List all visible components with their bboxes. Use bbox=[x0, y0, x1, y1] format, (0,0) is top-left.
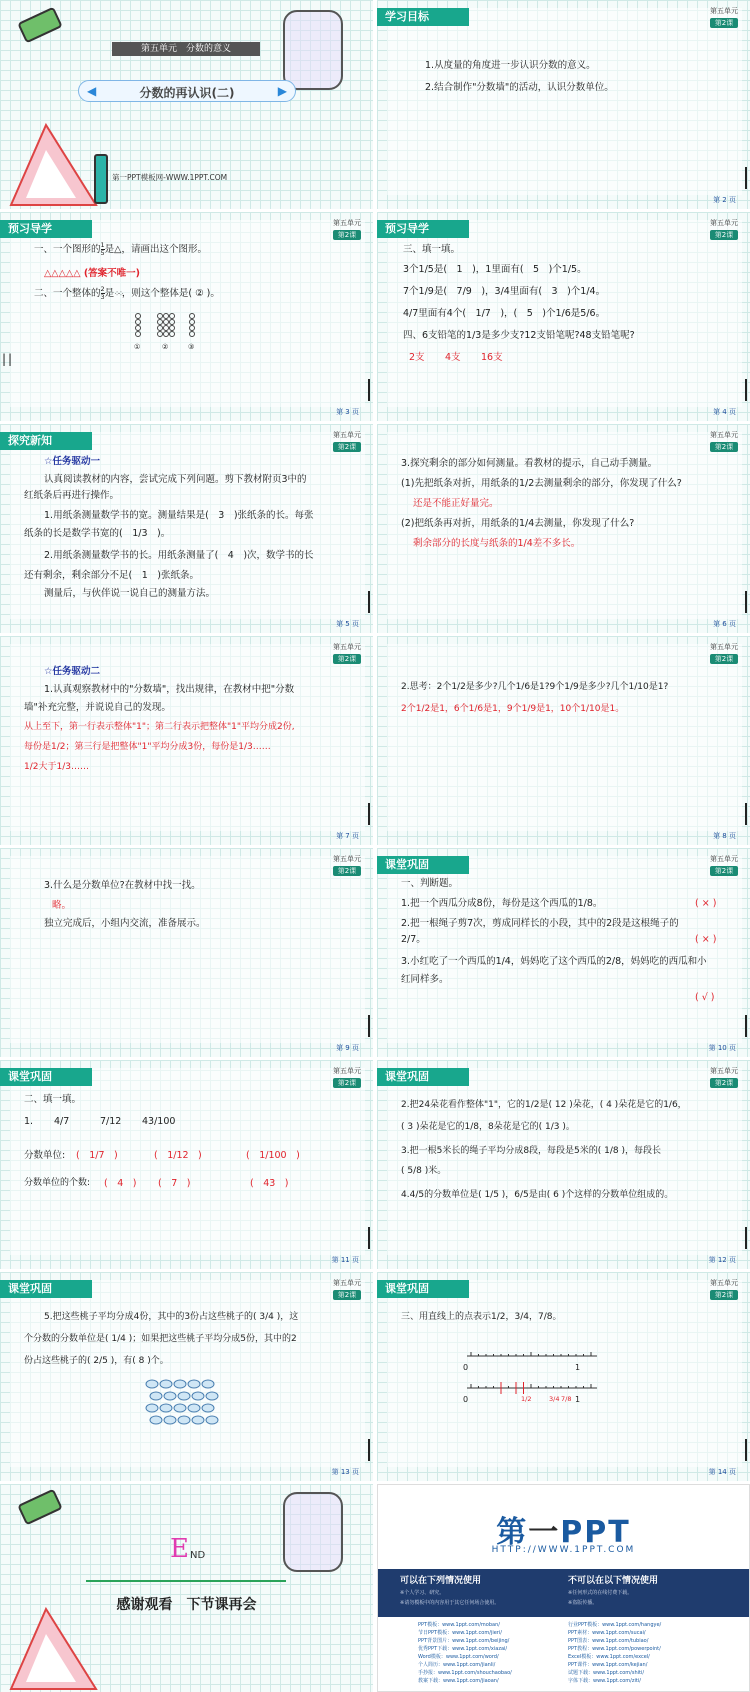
can-2: ※请勿模板中的内容用于其它任何场合使用。 bbox=[400, 1600, 500, 1606]
page-number: 第 7 页 bbox=[336, 832, 359, 840]
para-4: 纸条的长是数学书宽的( 1/3 )。 bbox=[24, 528, 171, 539]
answer-a: 2支 bbox=[409, 352, 425, 363]
unit-badge: 第五单元 第2课 bbox=[710, 431, 738, 451]
section-title: 二、填一填。 bbox=[24, 1094, 82, 1105]
credit-link[interactable]: 节日PPT模板：www.1ppt.com/jieri/ bbox=[418, 1630, 502, 1636]
page-number: 第 2 页 bbox=[713, 196, 736, 204]
para-6: 还有剩余，剩余部分不足( 1 )张纸条。 bbox=[24, 570, 199, 581]
credit-link[interactable]: PPT模板：www.1ppt.com/moban/ bbox=[418, 1622, 500, 1628]
page-number: 第 5 页 bbox=[336, 620, 359, 628]
mark-2: ( × ) bbox=[695, 934, 717, 945]
triangle-ruler-icon bbox=[6, 1604, 106, 1692]
marker-icon bbox=[94, 154, 108, 204]
page-number: 第 10 页 bbox=[708, 1044, 736, 1052]
option-1: ① bbox=[134, 343, 141, 351]
mark-seven-eighths: 7/8 bbox=[561, 1395, 572, 1403]
mark-1: ( × ) bbox=[695, 898, 717, 909]
question-3: 三、用直线上的点表示1/2，3/4，7/8。 bbox=[401, 1312, 562, 1322]
para-2: 墙"补充完整，并说说自己的发现。 bbox=[24, 702, 171, 713]
page-number: 第 3 页 bbox=[336, 408, 359, 416]
page-number: 第 9 页 bbox=[336, 1044, 359, 1052]
para-3: 1.用纸条测量数学书的宽。测量结果是( 3 )张纸条的长。每张 bbox=[44, 510, 314, 521]
question-5-cont2: 份占这些桃子的( 2/5 )，有( 8 )个。 bbox=[24, 1356, 169, 1366]
slide-13 bbox=[0, 1272, 373, 1481]
slide-credits bbox=[377, 1484, 750, 1692]
site-url[interactable]: HTTP://WWW.1PPT.COM bbox=[491, 1545, 636, 1555]
fraction-1: 4/7 bbox=[54, 1116, 70, 1127]
answer-3: 略。 bbox=[52, 900, 72, 911]
answer-3-1: 还是不能正好量完。 bbox=[413, 498, 499, 509]
slide-6 bbox=[377, 424, 750, 633]
label-one-1: 1 bbox=[575, 1363, 581, 1372]
credit-link[interactable]: PPT图表：www.1ppt.com/tubiao/ bbox=[568, 1638, 649, 1644]
question-3: 3.探究剩余的部分如何测量。看教材的提示，自己动手测量。 bbox=[401, 458, 658, 469]
answer-2: 2个1/2是1，6个1/6是1，9个1/9是1，10个1/10是1。 bbox=[401, 704, 625, 714]
credit-link[interactable]: PPT课件：www.1ppt.com/kejian/ bbox=[568, 1662, 648, 1668]
unit-badge: 第五单元 第2课 bbox=[333, 431, 361, 451]
credit-link[interactable]: 行业PPT模板：www.1ppt.com/hangye/ bbox=[568, 1622, 662, 1628]
count-answer-3: ( 43 ) bbox=[250, 1178, 289, 1189]
answer-c: 16支 bbox=[481, 352, 503, 363]
para-5: 2.用纸条测量数学书的长。用纸条测量了( 4 )次，数学书的长 bbox=[44, 550, 314, 561]
fill-row-2: 7个1/9是( 7/9 )，3/4里面有( 3 )个1/4。 bbox=[403, 286, 606, 297]
section-title: 一、判断题。 bbox=[401, 878, 459, 889]
end-e: E bbox=[170, 1534, 189, 1564]
question-2: 2.思考：2个1/2是多少?几个1/6是1?9个1/9是多少?几个1/10是1? bbox=[401, 682, 669, 692]
page-number: 第 4 页 bbox=[713, 408, 736, 416]
slide-2 bbox=[377, 0, 750, 209]
triangle-ruler-icon bbox=[6, 120, 106, 209]
credit-link[interactable]: 试题下载：www.1ppt.com/shiti/ bbox=[568, 1670, 645, 1676]
question-1: 一、一个图形的 $\frac{1}{5}$ 是△，请画出这个图形。 bbox=[34, 241, 207, 257]
credit-link[interactable]: 手抄报：www.1ppt.com/shouchaobao/ bbox=[418, 1670, 512, 1676]
mark-half: 1/2 bbox=[521, 1395, 532, 1403]
eraser-icon bbox=[17, 7, 63, 44]
question-3-1: (1)先把纸条对折，用纸条的1/2去测量剩余的部分，你发现了什么? bbox=[401, 478, 682, 489]
section-header: 课堂巩固 bbox=[377, 856, 469, 874]
judge-2: 2.把一根绳子剪7次，剪成同样长的小段，其中的2段是这根绳子的 bbox=[401, 918, 679, 929]
credit-link[interactable]: Word模板：www.1ppt.com/word/ bbox=[418, 1654, 499, 1660]
count-answer-1: ( 4 ) bbox=[104, 1178, 137, 1189]
unit-answer-1: ( 1/7 ) bbox=[76, 1150, 118, 1161]
prev-arrow-icon[interactable]: ◀ bbox=[87, 84, 97, 98]
cant-2: ※盗版传播。 bbox=[568, 1600, 598, 1606]
section-header: 课堂巩固 bbox=[0, 1280, 92, 1298]
backpack-icon bbox=[283, 1492, 343, 1572]
question-3-2: (2)把纸条再对折，用纸条的1/4去测量，你发现了什么? bbox=[401, 518, 635, 529]
count-label: 分数单位的个数: bbox=[24, 1178, 91, 1188]
answer-2: 每份是1/2；第三行是把整体"1"平均分成3份，每份是1/3…… bbox=[24, 742, 271, 752]
para-1: 1.认真观察教材中的"分数墙"，找出规律，在教材中把"分数 bbox=[44, 684, 295, 695]
count-answer-2: ( 7 ) bbox=[158, 1178, 191, 1189]
section-header: 课堂巩固 bbox=[0, 1068, 92, 1086]
section-header: 预习导学 bbox=[0, 220, 92, 238]
answer-1: △△△△△ (答案不唯一) bbox=[44, 268, 141, 279]
question-3-cont: ( 5/8 )米。 bbox=[401, 1166, 447, 1176]
unit-badge: 第五单元 第2课 bbox=[333, 643, 361, 663]
eraser-icon bbox=[17, 1489, 63, 1526]
answer-3: 1/2大于1/3…… bbox=[24, 762, 89, 772]
fill-row-1: 3个1/5是( 1 )，1里面有( 5 )个1/5。 bbox=[403, 264, 587, 275]
page-number: 第 12 页 bbox=[708, 1256, 736, 1264]
unit-banner: 第五单元 分数的意义 bbox=[112, 42, 260, 56]
instruction: 独立完成后，小组内交流，准备展示。 bbox=[44, 918, 206, 929]
slide-8 bbox=[377, 636, 750, 845]
unit-badge: 第五单元 第2课 bbox=[333, 855, 361, 875]
page-number: 第 6 页 bbox=[713, 620, 736, 628]
slide-title: 分数的再认识(二) bbox=[139, 86, 235, 100]
page-number: 第 11 页 bbox=[331, 1256, 359, 1264]
goal-1: 1.从度量的角度进一步认识分数的意义。 bbox=[425, 60, 596, 71]
credit-link[interactable]: 字体下载：www.1ppt.com/ziti/ bbox=[568, 1678, 641, 1684]
backpack-icon bbox=[283, 10, 343, 90]
title-box bbox=[78, 80, 296, 102]
task-title: ☆任务驱动二 bbox=[44, 666, 101, 677]
credit-link[interactable]: PPT教程：www.1ppt.com/powerpoint/ bbox=[568, 1646, 661, 1652]
unit-badge: 第五单元 第2课 bbox=[710, 7, 738, 27]
fraction-2: 7/12 bbox=[100, 1116, 122, 1127]
unit-answer-2: ( 1/12 ) bbox=[154, 1150, 202, 1161]
para-1: 认真阅读教材的内容，尝试完成下列问题。剪下教材附页3中的 bbox=[44, 474, 307, 485]
section-header: 课堂巩固 bbox=[377, 1280, 469, 1298]
can-1: ※个人学习、研究。 bbox=[400, 1590, 445, 1596]
answer-3-2: 剩余部分的长度与纸条的1/4差不多长。 bbox=[413, 538, 581, 549]
unit-badge: 第五单元 第2课 bbox=[710, 643, 738, 663]
links-right bbox=[568, 1621, 661, 1685]
para-7: 测量后，与伙伴说一说自己的测量方法。 bbox=[44, 588, 216, 599]
slide-9 bbox=[0, 848, 373, 1057]
section-header: 探究新知 bbox=[0, 432, 92, 450]
credit-link[interactable]: PPT背景图片：www.1ppt.com/beijing/ bbox=[418, 1638, 510, 1644]
number-lines bbox=[467, 1344, 607, 1414]
option-2: ② bbox=[162, 343, 169, 351]
unit-badge: 第五单元 第2课 bbox=[333, 1067, 361, 1087]
task-title: ☆任务驱动一 bbox=[44, 456, 101, 467]
unit-answer-3: ( 1/100 ) bbox=[246, 1150, 300, 1161]
judge-3: 3.小红吃了一个西瓜的1/4，妈妈吃了这个西瓜的2/8，妈妈吃的西瓜和小 bbox=[401, 956, 707, 967]
slide-7 bbox=[0, 636, 373, 845]
fraction-3: 43/100 bbox=[142, 1116, 176, 1127]
question-5: 5.把这些桃子平均分成4份，其中的3份占这些桃子的( 3/4 )，这 bbox=[44, 1312, 299, 1322]
credit-link[interactable]: 优秀PPT下载：www.1ppt.com/xiazai/ bbox=[418, 1646, 508, 1652]
site-label: 第一PPT模板网-WWW.1PPT.COM bbox=[112, 173, 228, 182]
slide-14 bbox=[377, 1272, 750, 1481]
slide-end bbox=[0, 1484, 373, 1692]
cant-1: ※任何形式的在线付费下载。 bbox=[568, 1590, 633, 1596]
mark-three-quarters: 3/4 bbox=[549, 1395, 560, 1403]
slide-10 bbox=[377, 848, 750, 1057]
judge-1: 1.把一个西瓜分成8份，每份是这个西瓜的1/8。 bbox=[401, 898, 603, 909]
para-2: 红纸条后再进行操作。 bbox=[24, 490, 120, 501]
slide-3: 预习导学 第五单元 第2课 一、一个图形的 $\frac{1}{5}$ 是△，请画出这个图形。 △△△△△ (答案不唯一) 二、一个整体的 $\frac{2}{3}$ 是⁘⁘，则这个整体是( ② )。 ① ② ③ 第 3 页 || bbox=[0, 212, 373, 421]
credit-link[interactable]: 个人简历：www.1ppt.com/jianli/ bbox=[418, 1662, 496, 1668]
section-header: 学习目标 bbox=[377, 8, 469, 26]
unit-badge: 第五单元 第2课 bbox=[710, 1067, 738, 1087]
credit-link[interactable]: Excel模板：www.1ppt.com/excel/ bbox=[568, 1654, 650, 1660]
thanks-text: 感谢观看 下节课再会 bbox=[116, 1597, 257, 1613]
label-zero-1: 0 bbox=[463, 1363, 469, 1372]
fill-row-3: 4/7里面有4个( 1/7 )，( 5 )个1/6是5/6。 bbox=[403, 308, 606, 319]
answer-1: 从上至下，第一行表示整体"1"；第二行表示把整体"1"平均分成2份, bbox=[24, 722, 295, 732]
usage-panel bbox=[378, 1569, 749, 1617]
section-title: 三、填一填。 bbox=[403, 244, 461, 255]
next-arrow-icon[interactable]: ▶ bbox=[277, 84, 287, 98]
judge-3-cont: 红同样多。 bbox=[401, 974, 449, 985]
judge-2-cont: 2/7。 bbox=[401, 934, 426, 945]
question-3: 3.什么是分数单位?在教材中找一找。 bbox=[44, 880, 201, 891]
can-title: 可以在下列情况使用 bbox=[400, 1576, 482, 1586]
question-2: 二、一个整体的 $\frac{2}{3}$ 是⁘⁘，则这个整体是( ② )。 bbox=[34, 285, 220, 301]
links-left bbox=[418, 1621, 512, 1685]
goal-2: 2.结合制作"分数墙"的活动，认识分数单位。 bbox=[425, 82, 614, 93]
unit-badge: 第五单元 第2课 bbox=[710, 219, 738, 239]
slide-4 bbox=[377, 212, 750, 421]
end-nd: ND bbox=[190, 1550, 206, 1561]
answer-b: 4支 bbox=[445, 352, 461, 363]
mark-3: ( √ ) bbox=[695, 992, 715, 1003]
question-2-cont: ( 3 )朵花是它的1/8，8朵花是它的( 1/3 )。 bbox=[401, 1122, 575, 1132]
credit-link[interactable]: 教案下载：www.1ppt.com/jiaoan/ bbox=[418, 1678, 499, 1684]
unit-badge: 第五单元 第2课 bbox=[333, 219, 361, 239]
credit-link[interactable]: PPT素材：www.1ppt.com/sucai/ bbox=[568, 1630, 646, 1636]
peaches-figure bbox=[144, 1378, 228, 1430]
item-number: 1. bbox=[24, 1116, 34, 1127]
slide-5 bbox=[0, 424, 373, 633]
question-3: 3.把一根5米长的绳子平均分成8段，每段是5米的( 1/8 )，每段长 bbox=[401, 1146, 661, 1156]
unit-badge: 第五单元 第2课 bbox=[710, 1279, 738, 1299]
page-number: 第 13 页 bbox=[331, 1468, 359, 1476]
question-4: 四、6支铅笔的1/3是多少支?12支铅笔呢?48支铅笔呢? bbox=[403, 330, 635, 341]
section-header: 课堂巩固 bbox=[377, 1068, 469, 1086]
page-number: 第 14 页 bbox=[708, 1468, 736, 1476]
unit-badge: 第五单元 第2课 bbox=[333, 1279, 361, 1299]
cant-title: 不可以在以下情况使用 bbox=[568, 1576, 659, 1586]
option-3: ③ bbox=[188, 343, 195, 351]
question-5-cont: 个分数的分数单位是( 1/4 )；如果把这些桃子平均分成5份，其中的2 bbox=[24, 1334, 297, 1344]
unit-label: 分数单位: bbox=[24, 1150, 66, 1161]
unit-badge: 第五单元 第2课 bbox=[710, 855, 738, 875]
slide-cover bbox=[0, 0, 373, 209]
question-2: 2.把24朵花看作整体"1"，它的1/2是( 12 )朵花，( 4 )朵花是它的1/6， bbox=[401, 1100, 687, 1110]
slide-12 bbox=[377, 1060, 750, 1269]
label-one-2: 1 bbox=[575, 1395, 581, 1404]
slide-11 bbox=[0, 1060, 373, 1269]
section-header: 预习导学 bbox=[377, 220, 469, 238]
question-4: 4.4/5的分数单位是( 1/5 )，6/5是由( 6 )个这样的分数单位组成的。 bbox=[401, 1190, 674, 1200]
label-zero-2: 0 bbox=[463, 1395, 469, 1404]
logo: 第一PPT bbox=[496, 1515, 631, 1550]
dot-groups-figure bbox=[130, 312, 210, 348]
page-number: 第 8 页 bbox=[713, 832, 736, 840]
